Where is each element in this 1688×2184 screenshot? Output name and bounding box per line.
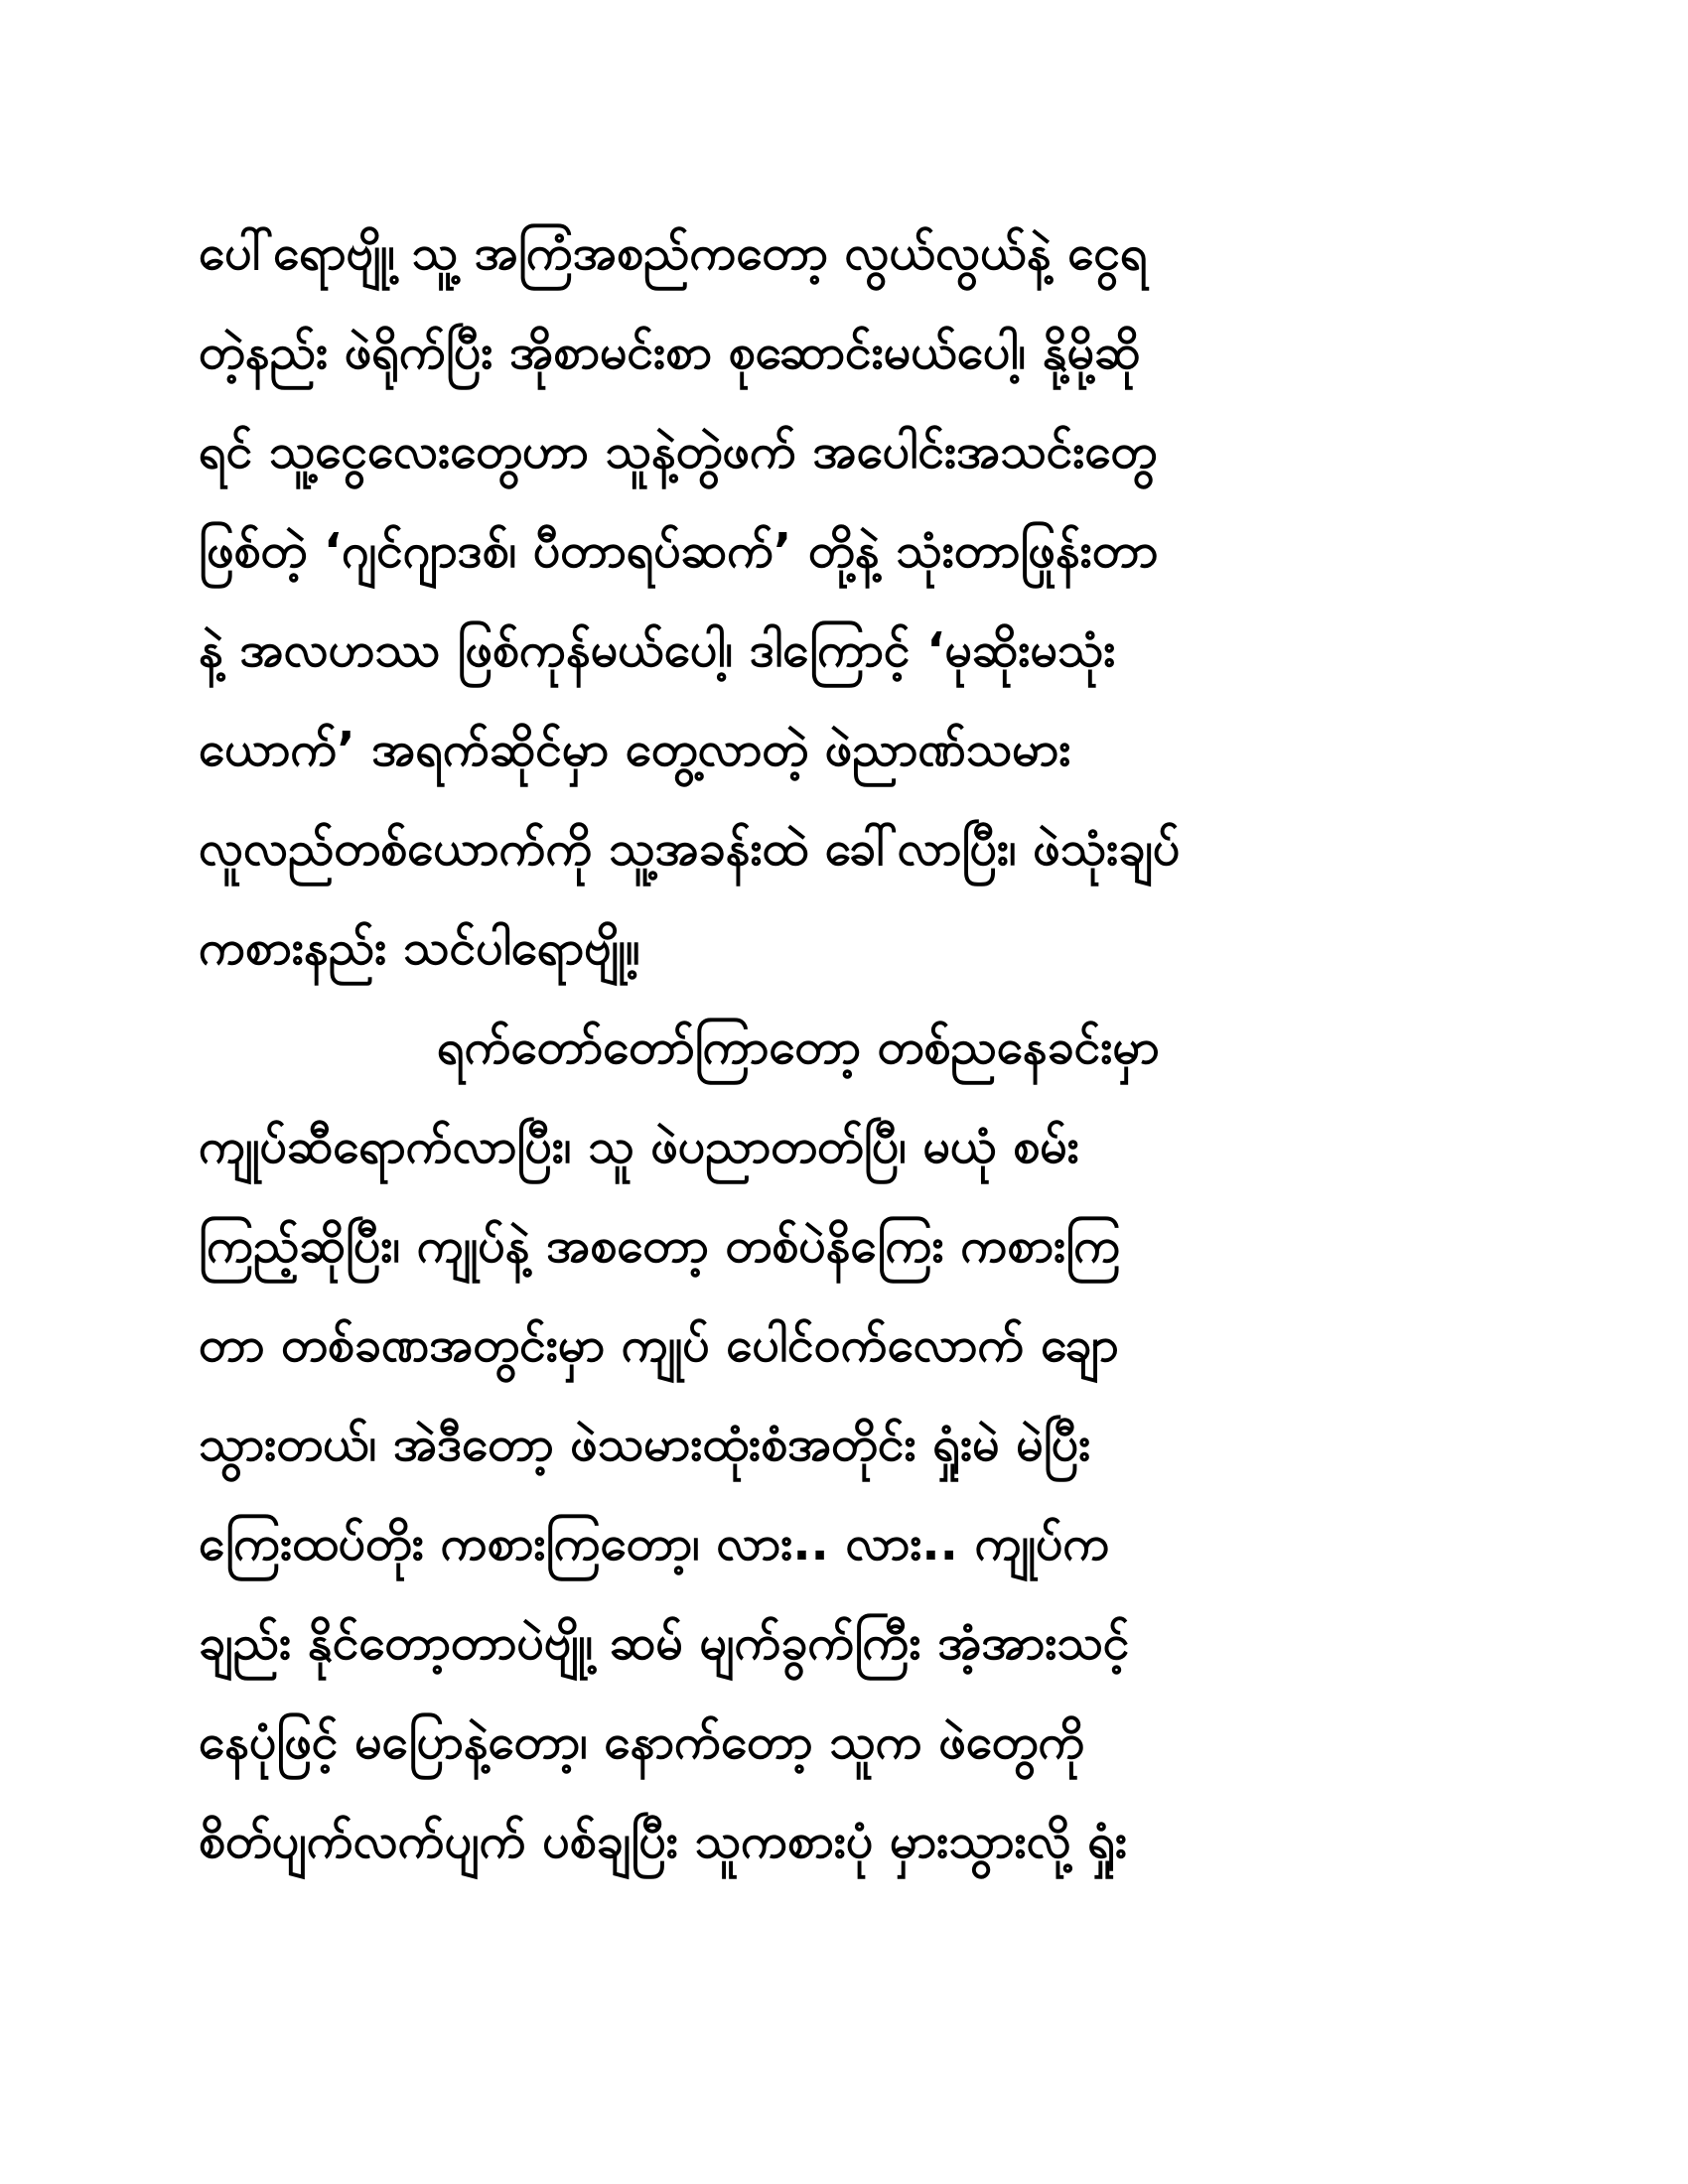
text-line: နေပုံဖြင့် မပြောနဲ့တော့၊ နောက်တော့ သူက ဖဲတွေကို xyxy=(199,1714,1085,1770)
text-line: တာ တစ်ခဏအတွင်းမှာ ကျုပ် ပေါင်ဝက်လောက် ချော xyxy=(199,1317,1119,1373)
text-line: ကြေးထပ်တိုး ကစားကြတော့၊ လား.. လား.. ကျုပ်က xyxy=(199,1516,1110,1571)
text-line: လူလည်တစ်ယောက်ကို သူ့အခန်းထဲ ခေါ်လာပြီး၊ ဖဲသုံးချပ် xyxy=(199,821,1181,877)
text-line: ကျုပ်ဆီရောက်လာပြီး၊ သူ ဖဲပညာတတ်ပြီ၊ မယုံ စမ်း xyxy=(199,1119,1079,1174)
text-line: ရင် သူ့ငွေလေးတွေဟာ သူနဲ့တွဲဖက် အပေါင်းအသင်းတွေ xyxy=(199,424,1158,479)
text-line: ချည်း နိုင်တော့တာပဲဗျို့၊ ဆမ် မျက်ခွက်ကြီး အံ့အားသင့် xyxy=(199,1615,1130,1671)
text-line: ပေါ်ရောဗျို့၊ သူ့ အကြံအစည်ကတော့ လွယ်လွယ်နဲ့ ငွေရ xyxy=(199,225,1148,281)
text-line: ကြည့်ဆိုပြီး၊ ကျုပ်နဲ့ အစတော့ တစ်ပဲနိကြေး ကစားကြ xyxy=(199,1218,1121,1274)
text-line: ဖြစ်တဲ့ ‘ဂျင်ဂျာဒစ်၊ ပီတာရပ်ဆက်’ တို့နဲ့ သုံးတာဖြုန်းတာ xyxy=(199,523,1159,579)
body-text xyxy=(199,204,1509,1891)
text-line: ကစားနည်း သင်ပါရောဗျို့။ xyxy=(199,920,640,976)
text-line: စိတ်ပျက်လက်ပျက် ပစ်ချပြီး သူကစားပုံ မှားသွားလို့ ရှုံး xyxy=(199,1814,1128,1869)
paragraph-2 xyxy=(199,998,1509,1891)
text-line: ယောက်’ အရက်ဆိုင်မှာ တွေ့လာတဲ့ ဖဲညာဏ်သမား xyxy=(199,722,1071,777)
text-line: ရက်တော်တော်ကြာတော့ တစ်ညနေခင်းမှာ xyxy=(437,1020,1160,1075)
text-line: တဲ့နည်း ဖဲရိုက်ပြီး အိုစာမင်းစာ စုဆောင်းမယ်ပေါ့၊ နို့မို့ဆို xyxy=(199,325,1141,380)
paragraph-1 xyxy=(199,204,1509,998)
text-line: သွားတယ်၊ အဲဒီတော့ ဖဲသမားထုံးစံအတိုင်း ရှုံးမဲ မဲပြီး xyxy=(199,1417,1091,1472)
text-line: နဲ့ အလဟဿ ဖြစ်ကုန်မယ်ပေါ့၊ ဒါကြောင့် ‘မုဆိုးမသုံး xyxy=(199,622,1116,678)
